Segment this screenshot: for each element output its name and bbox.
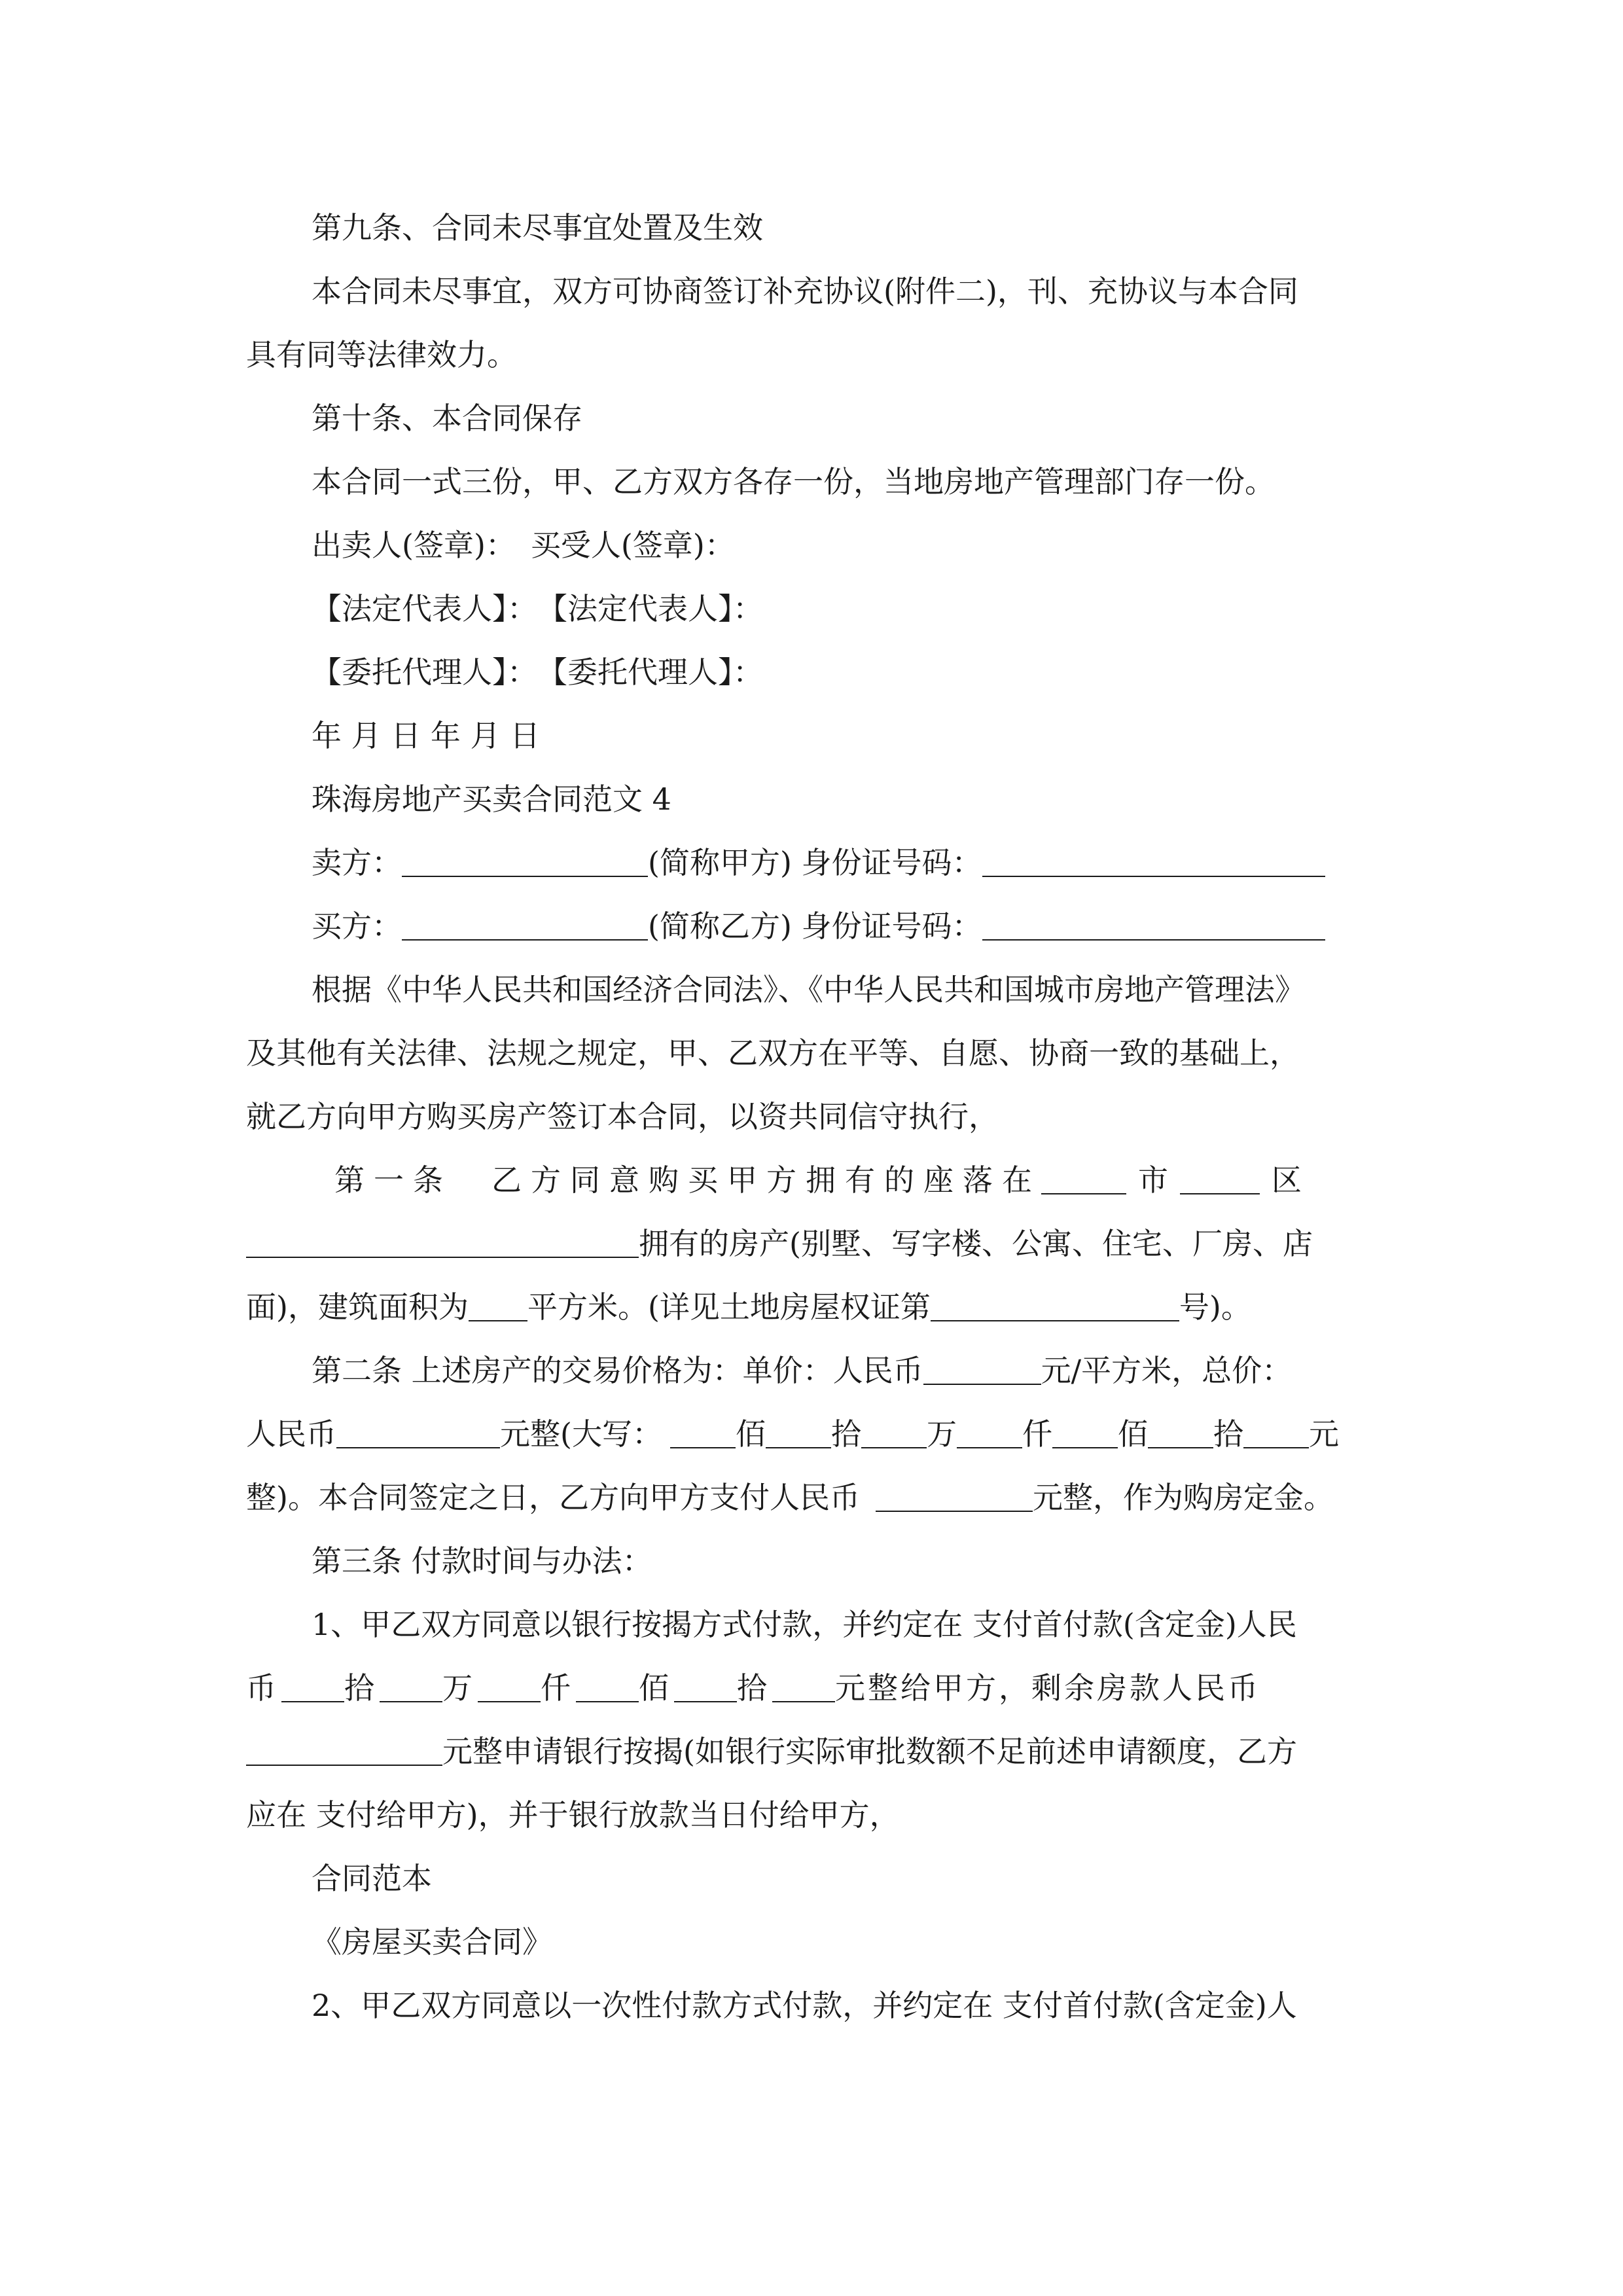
- article-3-item-1-line-4: 应在 支付给甲方)，并于银行放款当日付给甲方，: [246, 1797, 900, 1833]
- contract-template-label: 合同范本: [312, 1861, 432, 1896]
- payment-blank: [772, 1675, 835, 1702]
- unit-shi: 拾: [1213, 1416, 1243, 1452]
- article-2-line-1: [246, 1339, 1378, 1403]
- article-1-line-2: [246, 1212, 1378, 1276]
- article-9-heading: 第九条、合同未尽事宜处置及生效: [312, 210, 763, 245]
- article-3-item-1-line-3: [246, 1720, 1378, 1784]
- capital-blank: [1052, 1421, 1118, 1448]
- payment-blank: [380, 1675, 442, 1702]
- seller-name-blank: [402, 850, 648, 877]
- capital-blank: [670, 1421, 736, 1448]
- capital-blank: [766, 1421, 831, 1448]
- unit-bai: 佰: [1117, 1416, 1148, 1452]
- city-label: 市: [1138, 1162, 1168, 1198]
- document-page: [246, 196, 1378, 2037]
- capital-label: 元整(大写：: [500, 1416, 662, 1452]
- area-label: 面)，建筑面积为: [246, 1289, 469, 1325]
- seller-id-blank: [982, 850, 1325, 877]
- seller-id-label: (简称甲方) 身份证号码：: [648, 845, 982, 880]
- authorized-agent-line: 【委托代理人】： 【委托代理人】：: [312, 655, 763, 690]
- capital-blank: [1148, 1421, 1213, 1448]
- unit-shi: 拾: [344, 1670, 374, 1706]
- unit-price-blank: [923, 1357, 1041, 1385]
- buyer-line: [246, 895, 1378, 958]
- district-blank: [1180, 1167, 1260, 1194]
- preamble-3: 就乙方向甲方购买房产签订本合同，以资共同信守执行，: [246, 1099, 999, 1134]
- unit-bai: 佰: [639, 1670, 669, 1706]
- article-1-line-1: [246, 1149, 1378, 1212]
- signature-line: 出卖人(签章)： 买受人(签章)：: [312, 528, 735, 563]
- currency-label: 币: [246, 1670, 276, 1706]
- article-10-text: 本合同一式三份，甲、乙方双方各存一份，当地房地产管理部门存一份。: [312, 464, 1275, 499]
- property-type-text: 拥有的房产(别墅、写字楼、公寓、住宅、厂房、店: [639, 1226, 1313, 1261]
- unit-wan: 万: [442, 1670, 473, 1706]
- payment-blank: [281, 1675, 344, 1702]
- article-2-line-2: [246, 1403, 1378, 1466]
- deposit-label: 整)。本合同签定之日，乙方向甲方支付人民币: [246, 1480, 860, 1515]
- section-title: 珠海房地产买卖合同范文 4: [312, 781, 671, 817]
- unit-shi: 拾: [737, 1670, 767, 1706]
- certificate-label: 平方米。(详见土地房屋权证第: [527, 1289, 931, 1325]
- certificate-suffix: 号)。: [1179, 1289, 1251, 1325]
- article-3-item-2-line-1: 2、甲乙双方同意以一次性付款方式付款，并约定在 支付首付款(含定金)人: [312, 1988, 1297, 2023]
- article-3-item-1-line-1: 1、甲乙双方同意以银行按揭方式付款，并约定在 支付首付款(含定金)人民: [312, 1607, 1297, 1642]
- legal-representative-line: 【法定代表人】： 【法定代表人】：: [312, 591, 763, 626]
- remaining-text: 元整给甲方，剩余房款人民币: [835, 1670, 1260, 1706]
- mortgage-amount-blank: [246, 1738, 442, 1766]
- preamble-2: 及其他有关法律、法规之规定，甲、乙双方在平等、自愿、协商一致的基础上，: [246, 1035, 1300, 1071]
- unit-price-label: 第二条 上述房产的交易价格为：单价：人民币: [312, 1353, 923, 1388]
- buyer-label: 买方：: [312, 908, 402, 944]
- unit-yuan: 元: [1308, 1416, 1339, 1452]
- unit-wan: 万: [926, 1416, 957, 1452]
- date-line: 年 月 日 年 月 日: [312, 718, 541, 753]
- unit-qian: 仟: [541, 1670, 571, 1706]
- total-price-label: 元/平方米，总价：: [1041, 1353, 1293, 1388]
- payment-blank: [674, 1675, 737, 1702]
- mortgage-text: 元整申请银行按揭(如银行实际审批数额不足前述申请额度，乙方: [442, 1734, 1297, 1769]
- deposit-suffix: 元整，作为购房定金。: [1032, 1480, 1334, 1515]
- area-blank: [469, 1294, 527, 1321]
- seller-line: [246, 831, 1378, 895]
- article-9-text-1: 本合同未尽事宜，双方可协商签订补充协议(附件二)，刊、充协议与本合同: [312, 274, 1298, 309]
- deposit-blank: [876, 1484, 1033, 1512]
- payment-blank: [576, 1675, 639, 1702]
- buyer-name-blank: [402, 913, 648, 941]
- capital-blank: [957, 1421, 1022, 1448]
- capital-blank: [1243, 1421, 1309, 1448]
- total-rmb-label: 人民币: [246, 1416, 336, 1452]
- contract-title: 《房屋买卖合同》: [312, 1924, 552, 1960]
- article-10-heading: 第十条、本合同保存: [312, 401, 582, 436]
- payment-blank: [478, 1675, 541, 1702]
- article-3-heading: 第三条 付款时间与办法：: [312, 1543, 652, 1579]
- certificate-blank: [931, 1294, 1179, 1321]
- unit-qian: 仟: [1022, 1416, 1052, 1452]
- district-label: 区: [1272, 1162, 1302, 1198]
- buyer-id-blank: [982, 913, 1325, 941]
- capital-blank: [861, 1421, 927, 1448]
- article-9-text-2: 具有同等法律效力。: [246, 337, 517, 372]
- address-blank: [246, 1230, 639, 1258]
- preamble-1: 根据《中华人民共和国经济合同法》、《中华人民共和国城市房地产管理法》: [312, 972, 1305, 1007]
- unit-bai: 佰: [735, 1416, 766, 1452]
- unit-shi: 拾: [830, 1416, 861, 1452]
- city-blank: [1041, 1167, 1126, 1194]
- total-amount-blank: [336, 1421, 500, 1448]
- buyer-id-label: (简称乙方) 身份证号码：: [648, 908, 982, 944]
- article-1-text: 第一条 乙方同意购买甲方拥有的座落在: [334, 1162, 1041, 1198]
- article-3-item-1-line-2: [246, 1657, 1378, 1720]
- article-1-line-3: [246, 1276, 1378, 1339]
- seller-label: 卖方：: [312, 845, 402, 880]
- article-2-line-3: [246, 1466, 1378, 1530]
